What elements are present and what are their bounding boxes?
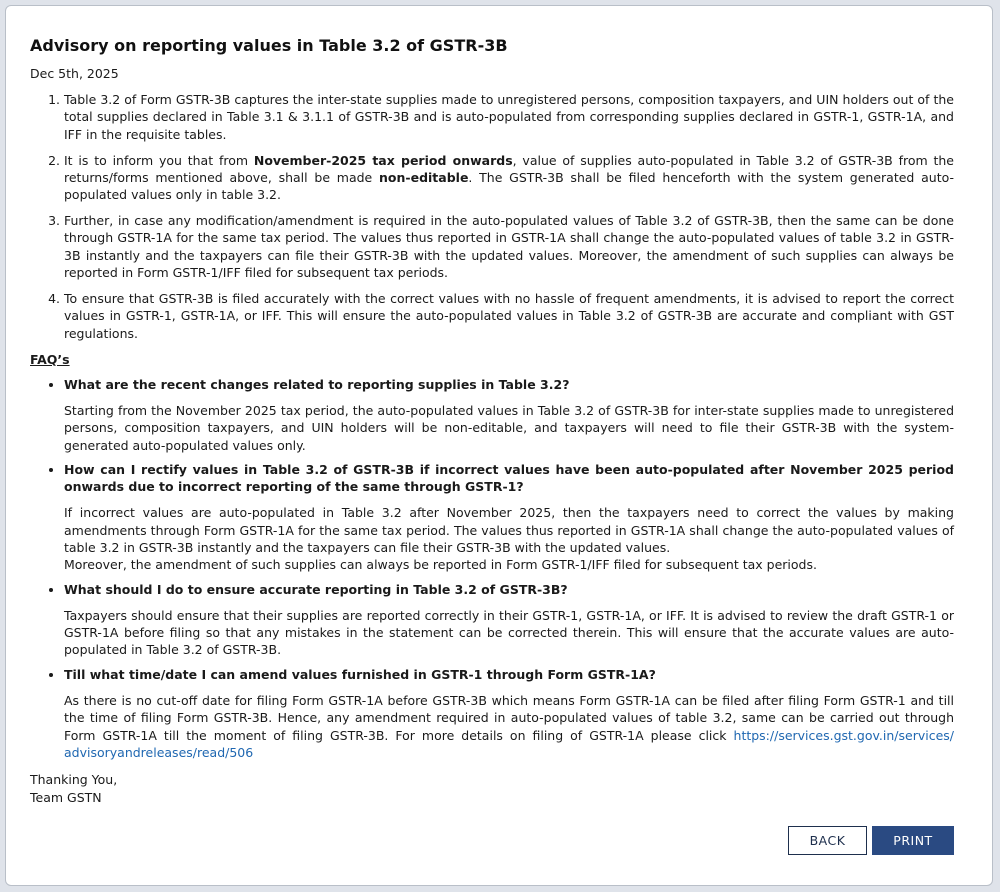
point-2-text-a: It is to inform you that from xyxy=(64,152,254,168)
faq-heading: FAQ’s xyxy=(30,351,70,367)
point-1-text: Table 3.2 of Form GSTR-3B captures the inter-state supplies made to unregistered persons, composition taxpayers, and UIN holders out of the total supplies declared in Table 3.1 & 3.1.1 of GSTR-3B and is auto-populated from corresponding supplies declared in GSTR-1, GSTR-1A, and IFF in the requisite tables. xyxy=(64,92,954,142)
advisory-points xyxy=(30,91,954,342)
faq-question-4: • Till what time/date I can amend values furnished in GSTR-1 through Form GSTR-1A? xyxy=(64,666,656,682)
faq-answer-3: Taxpayers should ensure that their supplies are reported correctly in their GSTR-1, GSTR-1A, or IFF. It is advised to review the draft GSTR-1 or GSTR-1A before filing so that any mistakes in the statement can be corrected therein. This will ensure that the accurate values are auto-populated in Table 3.2 of GSTR-3B. xyxy=(64,607,954,658)
advisory-content xyxy=(30,36,954,806)
faq-question-1: • What are the recent changes related to reporting supplies in Table 3.2? xyxy=(64,376,570,392)
back-button[interactable]: BACK xyxy=(788,826,867,855)
page-title: Advisory on reporting values in Table 3.2 of GSTR-3B xyxy=(30,36,508,55)
point-3-text: Further, in case any modification/amendment is required in the auto-populated values of Table 3.2 of GSTR-3B, then the same can be done through GSTR-1A for the same tax period. The values thus reported in GSTR-1A shall change the auto-populated values of table 3.2 in GSTR-3B instantly and the taxpayers can file their GSTR-3B with the updated values. Moreover, the amendment of such supplies can always be reported in Form GSTR-1/IFF filed for subsequent tax periods. xyxy=(64,213,954,281)
print-button[interactable]: PRINT xyxy=(872,826,954,855)
advisory-date: Dec 5th, 2025 xyxy=(30,66,119,81)
faq-answer-2-part-2: Moreover, the amendment of such supplies can always be reported in Form GSTR-1/IFF filed for subsequent tax periods. xyxy=(64,557,817,573)
point-2 xyxy=(64,152,954,204)
faq-item-2 xyxy=(64,461,954,574)
signature-text: Team GSTN xyxy=(30,789,102,805)
faq-item-3 xyxy=(64,581,954,659)
signoff xyxy=(30,771,954,806)
point-2-bold-noneditable: non-editable xyxy=(379,169,469,185)
advisory-releases-link[interactable]: https://services.gst.gov.in/services/ advisoryandreleases/read/506 xyxy=(64,727,954,760)
point-2-text-e: . The GSTR-3B shall be filed henceforth with the system generated auto-populated values only in table 3.2. xyxy=(64,169,954,203)
faq-item-1 xyxy=(64,376,954,454)
faq-question-3: • What should I do to ensure accurate reporting in Table 3.2 of GSTR-3B? xyxy=(64,581,568,597)
point-4 xyxy=(64,290,954,342)
faq-answer-2 xyxy=(64,504,954,573)
faq-answer-4 xyxy=(64,692,954,761)
point-2-bold-period: November-2025 tax period onwards xyxy=(253,152,513,168)
point-3 xyxy=(64,212,954,281)
faq-answer-1: Starting from the November 2025 tax period, the auto-populated values in Table 3.2 of GSTR-3B for inter-state supplies made to unregistered persons, composition taxpayers, and UIN holders will be non-editable, and taxpayers will need to file their GSTR-3B with the system-generated auto-populated values only. xyxy=(64,402,954,453)
faq-question-2: • How can I rectify values in Table 3.2 of GSTR-3B if incorrect values have been auto-populated after November 2025 period onwards due to incorrect reporting of the same through GSTR-1? xyxy=(64,461,954,495)
faq-answer-4-text: As there is no cut-off date for filing Form GSTR-1A before GSTR-3B which means Form GSTR-1A can be filed after filing Form GSTR-1 and till the time of filing Form GSTR-3B. Hence, any amendment required in auto-populated values of table 3.2, same can be carried out through Form GSTR-1A till the moment of filing GSTR-3B. For more details on filing of GSTR-1A please click xyxy=(64,693,954,743)
point-2-text-c: , value of supplies auto-populated in Table 3.2 of GSTR-3B from the returns/forms mentioned above, shall be made xyxy=(64,152,954,185)
point-4-text: To ensure that GSTR-3B is filed accurately with the correct values with no hassle of frequent amendments, it is advised to report the correct values in GSTR-1, GSTR-1A, or IFF. This will ensure the auto-populated values in Table 3.2 of GSTR-3B are accurate and compliant with GST regulations. xyxy=(64,291,954,341)
closing-text: Thanking You, xyxy=(30,772,118,788)
faq-list xyxy=(30,376,954,762)
faq-answer-2-part-1: If incorrect values are auto-populated in Table 3.2 after November 2025, then the taxpayers need to correct the values by making amendments through Form GSTR-1A for the same tax period. The values thus reported in GSTR-1A shall change the auto-populated values of table 3.2 in GSTR-3B instantly and the taxpayers can file their GSTR-3B with the updated values. xyxy=(64,505,954,555)
faq-item-4 xyxy=(64,666,954,761)
advisory-card xyxy=(5,5,993,886)
point-1 xyxy=(64,91,954,143)
